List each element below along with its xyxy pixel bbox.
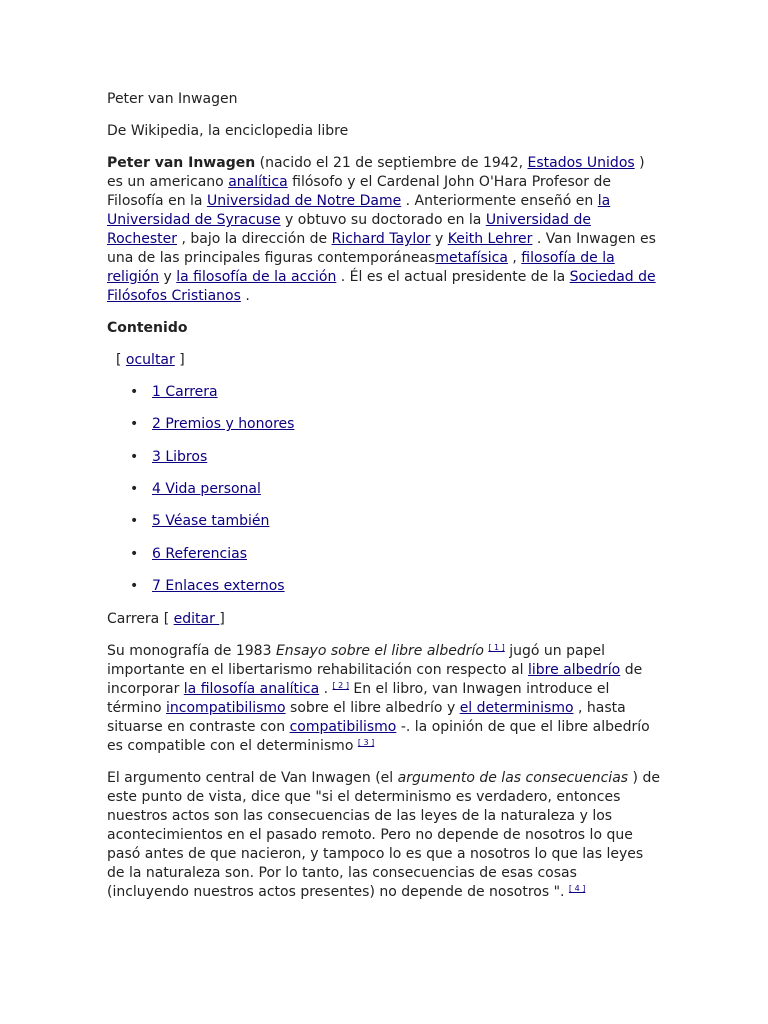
career-paragraph-1: Su monografía de 1983 Ensayo sobre el libre albedrío [ 1 ] jugó un papel importante en el libertarismo rehabilitación con respecto al libre albedrío de incorporar la filosofía analítica . [ 2 ] En el libro, van Inwagen introduce el término incompatibilismo sobre el libre albedrío y el determinismo , hasta situarse en contraste con compatibilismo -. la opinión de que el libre albedrío es compatible con el determinismo [ 3 ] — [107, 643, 650, 754]
book-title: Ensayo sobre el libre albedrío — [275, 643, 484, 659]
link-estados-unidos[interactable]: Estados Unidos — [527, 155, 635, 171]
bullet-icon: • — [130, 546, 139, 562]
link-libre-albedrio[interactable]: libre albedrío — [528, 662, 621, 678]
link-analitica[interactable]: analítica — [228, 174, 288, 190]
link-determinismo[interactable]: el determinismo — [459, 700, 574, 716]
toc-link-vida-personal[interactable]: 4 Vida personal — [152, 481, 261, 497]
bullet-icon: • — [130, 416, 139, 432]
toc-item — [130, 577, 285, 596]
link-notre-dame[interactable]: Universidad de Notre Dame — [206, 193, 402, 209]
bullet-icon: • — [130, 578, 139, 594]
toc-link-premios[interactable]: 2 Premios y honores — [152, 416, 295, 432]
link-richard-taylor[interactable]: Richard Taylor — [331, 231, 431, 247]
article-source: De Wikipedia, la enciclopedia libre — [107, 123, 349, 139]
toc-item — [130, 415, 294, 434]
link-filosofia-religion[interactable]: filosofía de la religión — [107, 250, 615, 285]
argument-name: argumento de las consecuencias — [397, 770, 629, 786]
link-rochester[interactable]: Universidad de Rochester — [107, 212, 591, 247]
career-paragraph-2: El argumento central de Van Inwagen (el argumento de las consecuencias ) de este punto de vista, dice que "si el determinismo es verdadero, entonces nuestros actos son las consecuencias de las leyes de la naturaleza y los acontecimientos en el pasado remoto. Pero no depende de nosotros lo que pasó antes de que nacieron, y tampoco lo es que a nosotros lo que las leyes de la naturaleza son. Por lo tanto, las consecuencias de esas cosas (incluyendo nuestros actos presentes) no depende de nosotros ". [ 4 ] — [107, 770, 660, 900]
toc-hide-link[interactable]: ocultar — [125, 352, 175, 368]
link-filosofia-accion[interactable]: la filosofía de la acción — [176, 269, 337, 285]
intro-paragraph: Peter van Inwagen (nacido el 21 de septiembre de 1942, Estados Unidos ) es un americano analítica filósofo y el Cardenal John O'Hara Profesor de Filosofía en la Universidad de Notre Dame . Anteriormente enseñó en la Universidad de Syracuse y obtuvo su doctorado en la Universidad de Rochester , bajo la dirección de Richard Taylor y Keith Lehrer . Van Inwagen es una de las principales figuras contemporáneasmetafísica , filosofía de la religión y la filosofía de la acción . Él es el actual presidente de la Sociedad de Filósofos Cristianos . — [107, 155, 656, 304]
bullet-icon: • — [130, 481, 139, 497]
article-title: Peter van Inwagen — [107, 91, 238, 107]
link-filosofia-analitica[interactable]: la filosofía analítica — [183, 681, 320, 697]
link-syracuse[interactable]: la Universidad de Syracuse — [107, 193, 611, 228]
toc-link-referencias[interactable]: 6 Referencias — [152, 546, 248, 562]
bullet-icon: • — [130, 449, 139, 465]
toc-link-carrera[interactable]: 1 Carrera — [152, 384, 218, 400]
reference-1-link[interactable]: [ 1 ] — [488, 643, 505, 652]
subject-name: Peter van Inwagen — [107, 155, 256, 171]
toc-item — [130, 448, 207, 467]
toc-link-vease-tambien[interactable]: 5 Véase también — [152, 513, 270, 529]
bullet-icon: • — [130, 384, 139, 400]
bullet-icon: • — [130, 513, 139, 529]
link-sociedad-filosofos[interactable]: Sociedad de Filósofos Cristianos — [107, 269, 656, 304]
toc-item — [130, 480, 261, 499]
toc-toggle: [ ocultar ] — [116, 352, 185, 368]
reference-4-link[interactable]: [ 4 ] — [568, 884, 586, 893]
toc-heading: Contenido — [107, 320, 188, 336]
toc-link-libros[interactable]: 3 Libros — [152, 449, 208, 465]
toc-item — [130, 512, 269, 531]
edit-section-link[interactable]: editar — [173, 611, 220, 627]
link-metafisica[interactable]: metafísica — [435, 250, 508, 266]
section-heading-carrera: Carrera [ editar ] — [107, 611, 225, 627]
toc-item — [130, 383, 218, 402]
toc-link-enlaces-externos[interactable]: 7 Enlaces externos — [152, 578, 285, 594]
reference-3-link[interactable]: [ 3 ] — [357, 738, 375, 747]
toc-item — [130, 545, 247, 564]
reference-2-link[interactable]: [ 2 ] — [332, 681, 349, 690]
link-compatibilismo[interactable]: compatibilismo — [289, 719, 397, 735]
link-keith-lehrer[interactable]: Keith Lehrer — [447, 231, 533, 247]
link-incompatibilismo[interactable]: incompatibilismo — [166, 700, 286, 716]
